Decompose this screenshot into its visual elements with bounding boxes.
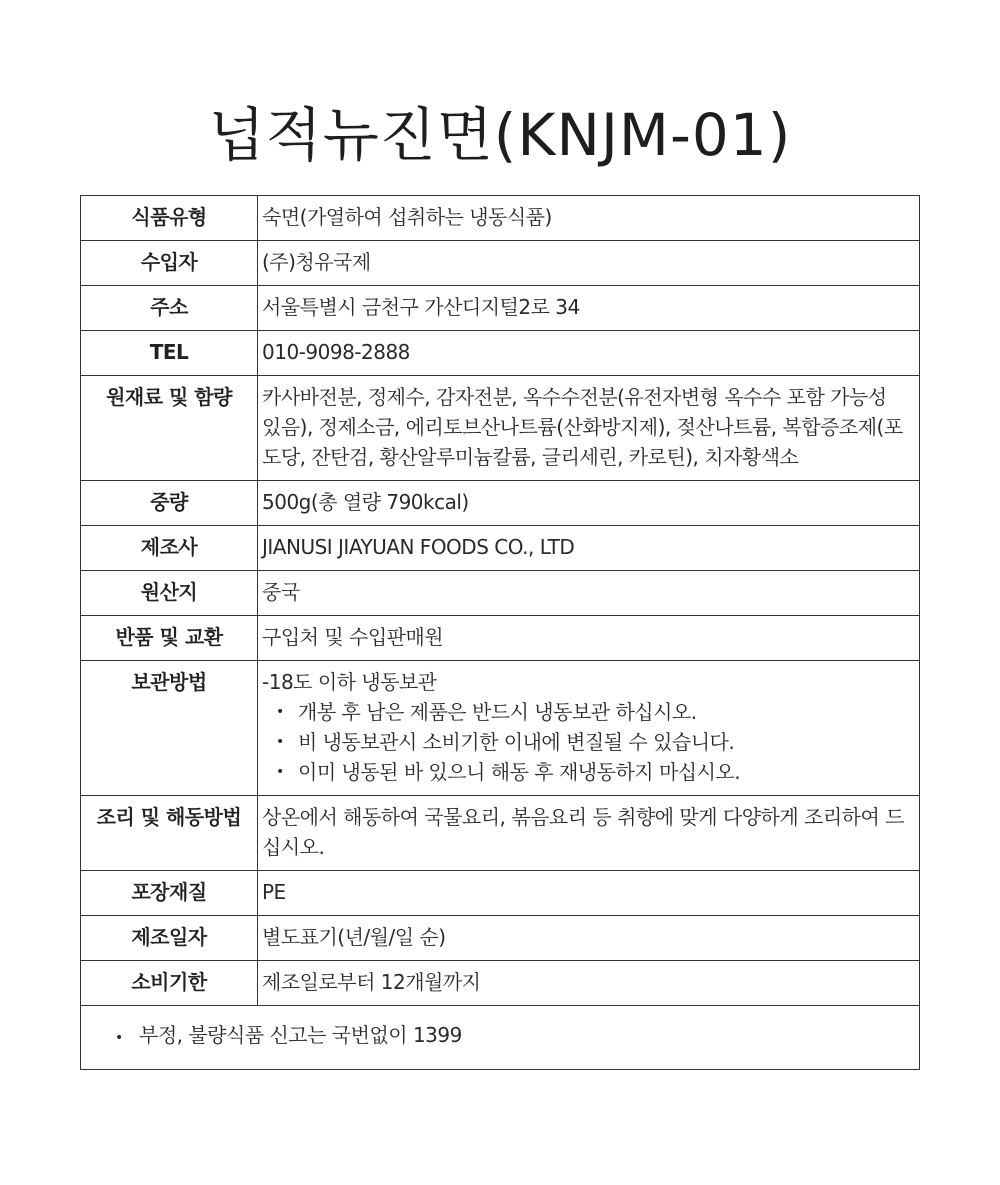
row-value: 별도표기(년/월/일 순) [258,916,920,961]
table-row [81,376,920,481]
list-item: • 개봉 후 남은 제품은 반드시 냉동보관 하십시오. [274,697,905,727]
list-item: • 비 냉동보관시 소비기한 이내에 변질될 수 있습니다. [274,727,905,757]
row-value: 카사바전분, 정제수, 감자전분, 옥수수전분(유전자변형 옥수수 포함 가능성 있음), 정제소금, 에리토브산나트륨(산화방지제), 젖산나트륨, 복합증조제(포도당, 잔탄검, 황산알루미늄칼륨, 글리세린, 카로틴), 치자황색소 [258,376,920,481]
storage-bullet-list [262,697,905,787]
table-row [81,571,920,616]
row-value: PE [258,871,920,916]
report-note-text: 부정, 불량식품 신고는 국번없이 1399 [139,1023,462,1047]
row-value: 구입처 및 수입판매원 [258,616,920,661]
report-note [81,1006,920,1070]
table-row [81,616,920,661]
table-row [81,661,920,796]
row-label: 주소 [81,286,258,331]
table-row [81,796,920,871]
table-row [81,526,920,571]
row-label: 보관방법 [81,661,258,796]
storage-main-text: -18도 이하 냉동보관 [262,670,437,694]
row-value: (주)청유국제 [258,241,920,286]
row-label: 수입자 [81,241,258,286]
row-value: 상온에서 해동하여 국물요리, 볶음요리 등 취향에 맞게 다양하게 조리하여 드십시오. [258,796,920,871]
row-label: TEL [81,331,258,376]
row-label: 소비기한 [81,961,258,1006]
row-value: 제조일로부터 12개월까지 [258,961,920,1006]
row-value: 숙면(가열하여 섭취하는 냉동식품) [258,196,920,241]
row-label: 원산지 [81,571,258,616]
row-value: 010-9098-2888 [258,331,920,376]
table-row [81,961,920,1006]
row-label: 중량 [81,481,258,526]
bullet-icon: • [115,1030,123,1046]
row-value: JIANUSI JIAYUAN FOODS CO., LTD [258,526,920,571]
row-label: 제조사 [81,526,258,571]
table-row [81,331,920,376]
storage-value [258,661,920,796]
row-label: 제조일자 [81,916,258,961]
row-value: 서울특별시 금천구 가산디지털2로 34 [258,286,920,331]
table-row [81,286,920,331]
row-label: 식품유형 [81,196,258,241]
table-row [81,196,920,241]
table-row [81,1006,920,1070]
page-title: 넙적뉴진면(KNJM-01) [208,101,792,169]
row-label: 조리 및 해동방법 [81,796,258,871]
row-label: 원재료 및 함량 [81,376,258,481]
row-label: 포장재질 [81,871,258,916]
table-row [81,916,920,961]
row-value: 중국 [258,571,920,616]
table-row [81,481,920,526]
product-info-table [80,195,920,1070]
list-item: • 이미 냉동된 바 있으니 해동 후 재냉동하지 마십시오. [274,757,905,787]
row-label: 반품 및 교환 [81,616,258,661]
table-row [81,241,920,286]
table-row [81,871,920,916]
row-value: 500g(총 열량 790kcal) [258,481,920,526]
